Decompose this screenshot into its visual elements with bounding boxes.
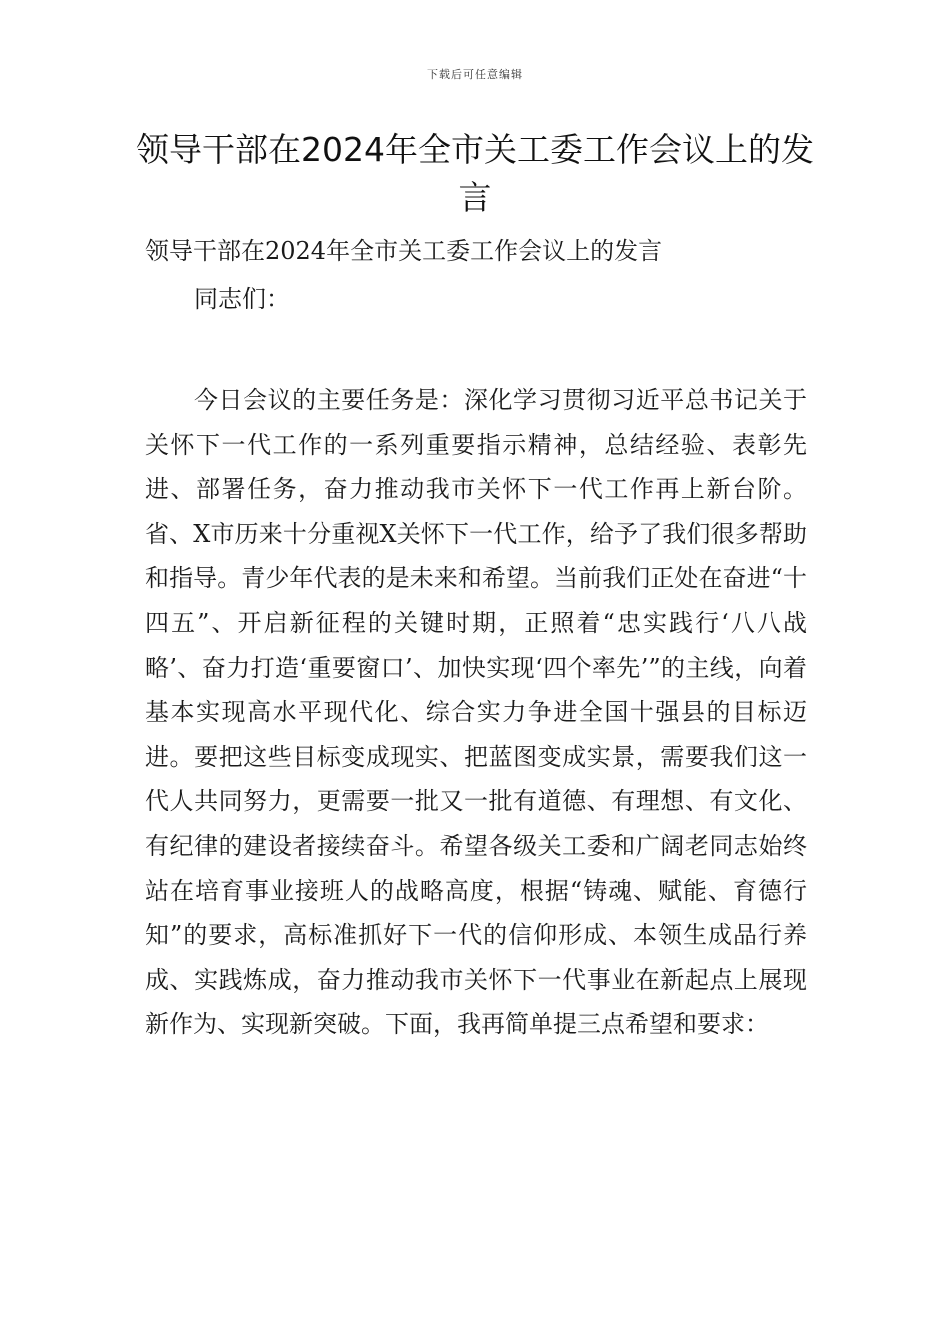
document-subtitle: 领导干部在2024年全市关工委工作会议上的发言	[145, 237, 663, 265]
header-note: 下载后可任意编辑	[427, 68, 523, 81]
body-paragraph: 今日会议的主要任务是：深化学习贯彻习近平总书记关于关怀下一代工作的一系列重要指示精神，总结经验、表彰先进、部署任务，奋力推动我市关怀下一代工作再上新台阶。省、X市历来十分重视X关怀下一代工作，给予了我们很多帮助和指导。青少年代表的是未来和希望。当前我们正处在奋进“十四五”、开启新征程的关键时期，正照着“忠实践行‘八八战略’、奋力打造‘重要窗口’、加快实现‘四个率先’”的主线，向着基本实现高水平现代化、综合实力争进全国十强县的目标迈进。要把这些目标变成现实、把蓝图变成实景，需要我们这一代人共同努力，更需要一批又一批有道德、有理想、有文化、有纪律的建设者接续奋斗。希望各级关工委和广阔老同志始终站在培育事业接班人的战略高度，根据“铸魂、赋能、育德行知”的要求，高标准抓好下一代的信仰形成、本领生成品行养成、实践炼成，奋力推动我市关怀下一代事业在新起点上展现新作为、实现新突破。下面，我再简单提三点希望和要求：	[145, 386, 807, 1039]
greeting: 同志们：	[194, 285, 290, 313]
document-title: 领导干部在2024年全市关工委工作会议上的发言	[136, 130, 814, 217]
